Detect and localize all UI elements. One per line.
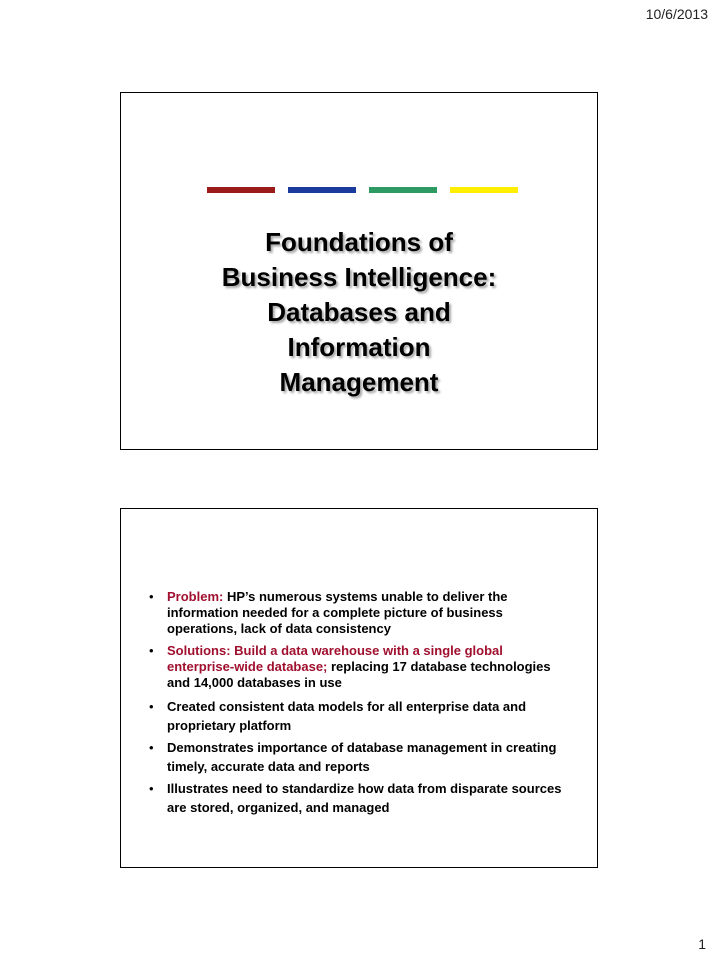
color-bar-dark-red [207,187,275,193]
bullet-list [147,589,567,820]
slide-title [121,225,597,400]
title-line: Management [279,367,439,397]
bullet-highlight: Problem: [167,589,224,604]
bullet-text: Demonstrates importance of database management in creating timely, accurate data and reports [167,740,557,774]
bullet-importance [147,738,567,776]
color-bar-blue [288,187,356,193]
bullet-highlight: Solutions: Build a data warehouse with a single global enterprise-wide database; [167,643,503,674]
color-bar-green [369,187,437,193]
bullet-text: replacing 17 database technologies and 14,000 databases in use [167,659,551,690]
page-number: 1 [698,936,706,952]
bullet-data-models [147,697,567,735]
title-line: Foundations of [265,227,453,257]
bullet-text: Illustrates need to standardize how data from disparate sources are stored, organized, and managed [167,781,562,815]
bullet-problem [147,589,567,637]
title-line: Business Intelligence: [221,262,497,292]
bullet-text: Created consistent data models for all enterprise data and proprietary platform [167,699,527,733]
color-bar-yellow [450,187,518,193]
content-slide [120,508,598,868]
title-line: Information [287,332,431,362]
bullet-solutions [147,643,567,691]
bullet-text: HP’s numerous systems unable to deliver the information needed for a complete picture of business operations, lack of data consistency [167,589,508,636]
color-bar-strip [207,187,518,193]
bullet-standardize [147,779,567,817]
title-line: Databases and [267,297,451,327]
title-slide [120,92,598,450]
page-date: 10/6/2013 [645,6,708,22]
